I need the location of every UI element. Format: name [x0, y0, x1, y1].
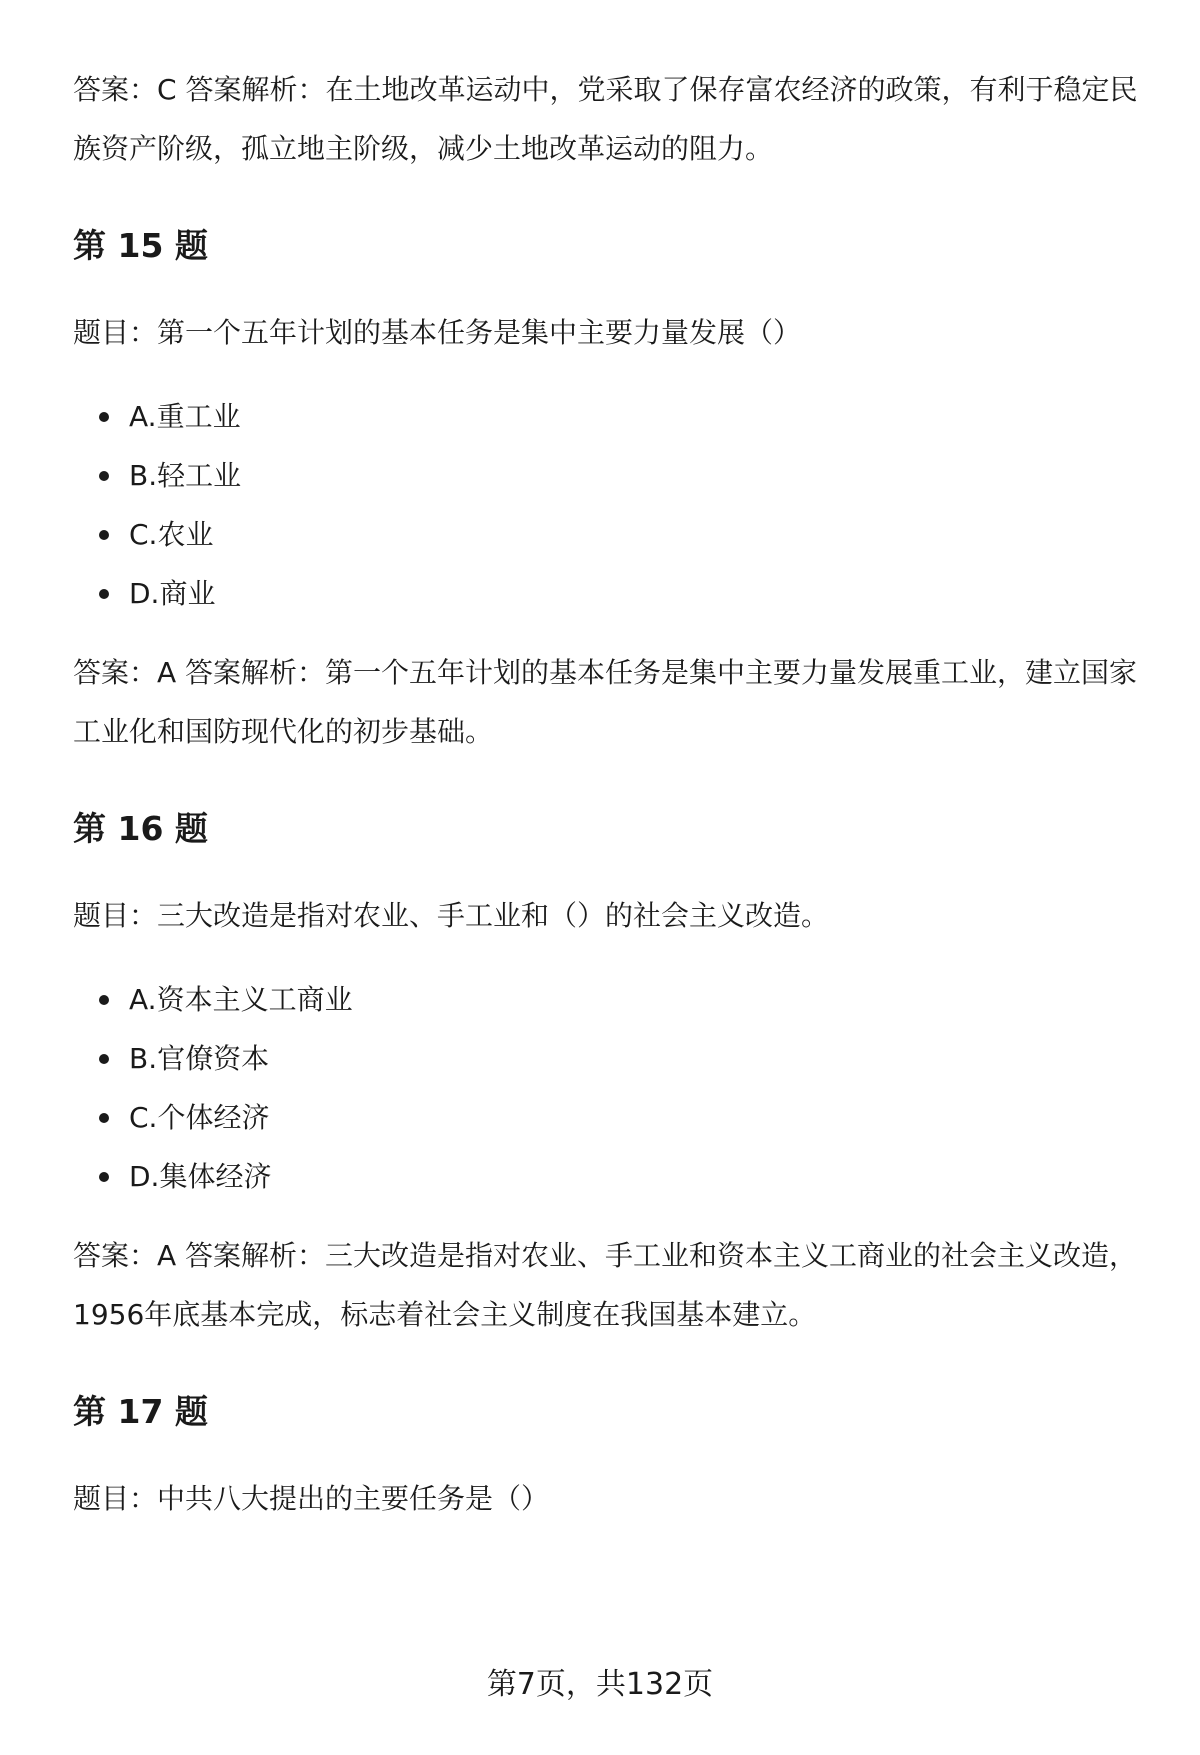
question-heading: 第 15 题: [73, 226, 208, 265]
question-heading: 第 17 题: [73, 1392, 208, 1431]
option-label: C.个体经济: [129, 1101, 270, 1134]
question-16: [73, 799, 1153, 1344]
bullet-icon: [99, 1054, 109, 1064]
option-c: [73, 505, 1153, 564]
bullet-icon: [99, 995, 109, 1005]
option-list: [73, 970, 1153, 1206]
bullet-icon: [99, 589, 109, 599]
question-stem: 题目：第一个五年计划的基本任务是集中主要力量发展（）: [73, 316, 802, 349]
bullet-icon: [99, 530, 109, 540]
option-b: [73, 1029, 1153, 1088]
question-17: [73, 1382, 1153, 1528]
option-d: [73, 564, 1153, 623]
page-number-footer: 第7页，共132页: [486, 1667, 714, 1702]
option-label: D.集体经济: [129, 1160, 272, 1193]
option-label: A.资本主义工商业: [129, 983, 353, 1016]
document-page: [73, 60, 1153, 1528]
bullet-icon: [99, 1113, 109, 1123]
bullet-icon: [99, 1172, 109, 1182]
question-stem: 题目：中共八大提出的主要任务是（）: [73, 1482, 550, 1515]
answer-explanation: 答案：A 答案解析：三大改造是指对农业、手工业和资本主义工商业的社会主义改造，1956年底基本完成，标志着社会主义制度在我国基本建立。: [73, 1239, 1138, 1331]
option-label: B.轻工业: [129, 459, 242, 492]
option-label: B.官僚资本: [129, 1042, 270, 1075]
question-15: [73, 216, 1153, 761]
previous-answer: 答案：C 答案解析：在土地改革运动中，党采取了保存富农经济的政策，有利于稳定民族资产阶级，孤立地主阶级，减少土地改革运动的阻力。: [73, 73, 1138, 165]
option-b: [73, 446, 1153, 505]
option-list: [73, 387, 1153, 623]
question-stem: 题目：三大改造是指对农业、手工业和（）的社会主义改造。: [73, 899, 830, 932]
option-a: [73, 970, 1153, 1029]
option-label: C.农业: [129, 518, 214, 551]
option-a: [73, 387, 1153, 446]
answer-explanation: 答案：A 答案解析：第一个五年计划的基本任务是集中主要力量发展重工业，建立国家工业化和国防现代化的初步基础。: [73, 656, 1138, 748]
bullet-icon: [99, 412, 109, 422]
option-d: [73, 1147, 1153, 1206]
question-heading: 第 16 题: [73, 809, 208, 848]
option-c: [73, 1088, 1153, 1147]
option-label: D.商业: [129, 577, 216, 610]
option-label: A.重工业: [129, 400, 241, 433]
bullet-icon: [99, 471, 109, 481]
